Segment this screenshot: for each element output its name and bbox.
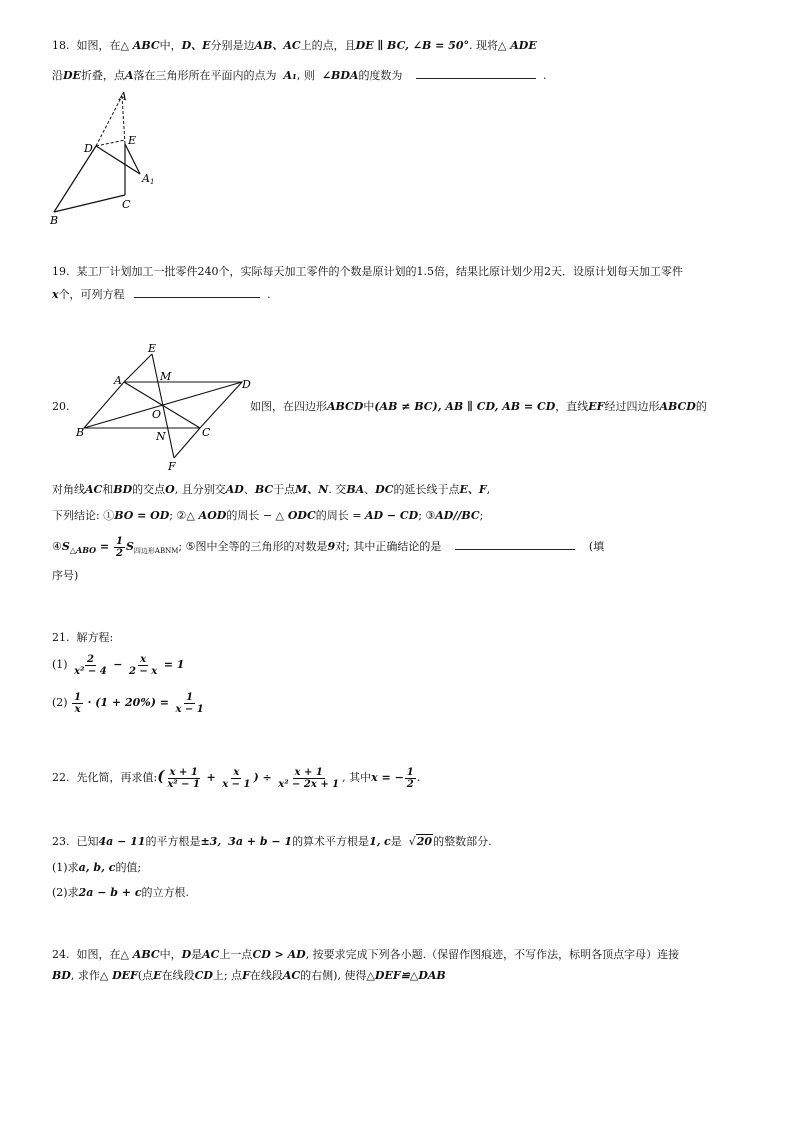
q20-text: 于点 [273, 483, 296, 496]
q22-text: , 其中 [342, 771, 372, 784]
q24-math: CD > AD [252, 948, 306, 961]
q18-text: 上的点，且 [300, 39, 356, 52]
q18-text: 落在三角形所在平面内的点为 [133, 69, 277, 82]
q22-fraction: $\frac{1}{2}$ [406, 766, 414, 790]
q18-period: . [542, 69, 547, 82]
q24-text: , 求作 [70, 969, 100, 982]
seg-bd [54, 146, 96, 212]
q20-text: 对; 其中正确结论的是 [335, 540, 442, 553]
q20-math: ABCD [327, 400, 364, 413]
q23-math: ±3, [200, 835, 222, 848]
q23-math: 20 [416, 835, 433, 848]
q24-text: 是 [191, 948, 203, 961]
q22-math: + [206, 771, 216, 784]
seg-ae-dashed [122, 96, 125, 144]
label-n: N [156, 430, 166, 443]
q24-text: 如图，在 [76, 948, 121, 961]
q18-text: 折叠，点 [80, 69, 125, 82]
q24-text: 在线段 [161, 969, 195, 982]
q24-math: △ DEF [99, 969, 138, 982]
q20-figure [70, 336, 260, 476]
q20-text: , [486, 483, 491, 496]
q20-math: BO = OD [114, 509, 170, 522]
label-o: O [152, 408, 162, 421]
q20-math: 四边形ABNM [133, 547, 179, 556]
q24-text: (点 [137, 969, 154, 982]
q20-math: △ABO [69, 545, 97, 556]
label-a1: A1 [142, 172, 155, 186]
q18-math: △ ADE [497, 39, 537, 52]
q23-text: (2)求 [52, 886, 79, 899]
q20-text: ，直线 [555, 400, 589, 413]
q22-number: 22. [52, 771, 70, 784]
label-m: M [160, 370, 172, 383]
label-c: C [202, 426, 211, 439]
q24-math: F [242, 969, 250, 982]
q24-text: 在线段 [249, 969, 283, 982]
q24-math: △ ABC [120, 948, 160, 961]
q20-text: . 交 [328, 483, 347, 496]
q24-text: 上一点 [219, 948, 253, 961]
q23-math: 2a − b + c [78, 886, 142, 899]
q20-line5 [52, 568, 78, 584]
q20-math: S [61, 540, 70, 553]
q18-text: 如图，在 [76, 39, 121, 52]
q20-text: 经过四边形 [604, 400, 660, 413]
q20-text: (填 [588, 540, 605, 553]
q18-line1 [52, 38, 537, 54]
q20-math: EF [588, 400, 605, 413]
q20-math: BD [113, 483, 133, 496]
label-c: C [122, 198, 131, 211]
q20-line3 [52, 508, 483, 524]
q20-math: ABCD [659, 400, 696, 413]
q20-text: 的交点 [132, 483, 166, 496]
q23-text: 的立方根. [141, 886, 190, 899]
q20-text: ; [479, 509, 484, 522]
q20-math: BA [346, 483, 365, 496]
q20-math: AC [85, 483, 103, 496]
q19-number: 19. [52, 265, 70, 278]
q20-text: 如图，在四边形 [250, 400, 327, 413]
q20-text: 、 [364, 483, 376, 496]
q22-fraction: $\frac{x + 1}{\text{x² − 1}}$ [167, 766, 200, 790]
q24-line2 [52, 968, 446, 984]
q20-text: 的 [695, 400, 707, 413]
label-d: D [84, 142, 93, 155]
q23-math: c [384, 835, 391, 848]
q20-math: O [165, 483, 175, 496]
q20-math: △ AOD [186, 509, 227, 522]
q23-line1: 23. 已知4a − 11的平方根是±3, 3a + b − 1的算术平方根是1, c是 √20的整数部分. [52, 835, 492, 848]
q23-part2 [52, 885, 189, 901]
q21-fraction: $\frac{1}{x}$ [74, 691, 82, 715]
seg-bc [54, 195, 125, 212]
q20-math: AD − CD [364, 509, 419, 522]
q21-fraction: $\frac{2}{\text{x² − 4}}$ [74, 653, 107, 677]
q18-math: AB、AC [254, 39, 301, 52]
q22-math: ( [157, 767, 165, 785]
q22-line [52, 762, 420, 792]
q20-math: M、N [295, 483, 329, 496]
q18-number: 18. [52, 39, 70, 52]
label-e: E [148, 342, 157, 355]
q18-text: . 现将 [468, 39, 498, 52]
q23-math: a, b, c [78, 861, 116, 874]
q21-fraction: $\frac{1}{x - 1}$ [175, 691, 204, 715]
q23-math: 4a − 11 [98, 835, 146, 848]
q19-math: x [52, 288, 59, 301]
q20-number-line [52, 399, 70, 415]
q20-text: 和 [102, 483, 114, 496]
q18-line2 [52, 66, 546, 84]
label-b: B [50, 214, 59, 227]
q20-text: ; ⑤图中全等的三角形的对数是 [178, 540, 328, 553]
q24-text: 的右侧), 使得 [300, 969, 367, 982]
q19-answer-blank[interactable] [134, 285, 260, 298]
q19-line1 [52, 264, 683, 280]
q22-math: x = − [371, 771, 404, 784]
q21-part1 [52, 652, 184, 678]
diagonal-ac [124, 382, 200, 428]
q18-math: A₁ [283, 69, 297, 82]
q20-math: △ ODC [275, 509, 316, 522]
label-b: B [76, 426, 85, 439]
q24-number: 24. [52, 948, 70, 961]
q20-line1 [250, 399, 707, 415]
label-d: D [242, 378, 251, 391]
q24-math: CD [194, 969, 213, 982]
q21-math: − [113, 658, 123, 671]
q23-text: 的值; [115, 861, 142, 874]
q21-math: = 1 [163, 658, 185, 671]
q20-math: E、F [459, 483, 487, 496]
q22-text: 先化简，再求值: [76, 771, 158, 784]
q21-part-label: (2) [52, 696, 68, 709]
q21-part2 [52, 690, 207, 716]
q20-text: 下列结论: ① [52, 509, 115, 522]
q20-number: 20. [52, 400, 70, 413]
q18-text: 分别是边 [210, 39, 255, 52]
q23-number: 23. [52, 835, 70, 848]
q19-period: . [267, 288, 271, 301]
q18-math: D、E [181, 39, 211, 52]
q22-math: ) ÷ [253, 771, 272, 784]
q20-answer-blank[interactable] [455, 537, 575, 550]
q23-text: 已知 [76, 835, 99, 848]
q20-text: , 且分别交 [174, 483, 226, 496]
q23-text: 的整数部分. [433, 835, 492, 848]
q21-line1 [52, 630, 113, 646]
q24-text: 中， [159, 948, 182, 961]
q23-text: 的算术平方根是 [292, 835, 370, 848]
q18-math: △ ABC [120, 39, 160, 52]
q21-number: 21. [52, 631, 70, 644]
q22-period: . [416, 771, 421, 784]
seg-de-dashed [96, 140, 125, 146]
label-a: A [119, 90, 127, 103]
q20-math: 9 [327, 540, 336, 553]
q24-math: AC [282, 969, 301, 982]
q20-math: S [125, 540, 134, 553]
q20-text: 的周长 − [226, 509, 276, 522]
q18-text: 中， [159, 39, 182, 52]
q20-math: AD [225, 483, 244, 496]
ext-dc [174, 428, 200, 458]
q18-math: DE ∥ BC, ∠B = 50° [355, 39, 469, 52]
q20-text: 中 [363, 400, 375, 413]
q20-math: BC [254, 483, 274, 496]
q20-math: AD//BC [435, 509, 480, 522]
q23-text: 的平方根是 [145, 835, 201, 848]
q24-math: AC [202, 948, 220, 961]
ext-ba [124, 354, 152, 382]
seg-da-dashed [96, 96, 122, 146]
q19-text: 某工厂计划加工一批零件240个，实际每天加工零件的个数是原计划的1.5倍，结果比原计划少用2天．设原计划每天加工零件 [76, 265, 683, 278]
q20-math: = [96, 540, 113, 553]
q24-text: , 按要求完成下列各小题.（保留作图痕迹，不写作法，标明各顶点字母）连接 [305, 948, 680, 961]
q23-part1 [52, 860, 141, 876]
q23-text: 是 [390, 835, 402, 848]
q20-line2 [52, 482, 490, 498]
q21-math: · (1 + 20%) = [87, 696, 169, 709]
q20-fraction: $\frac{1}{2}$ [115, 535, 123, 559]
q24-math: E [153, 969, 162, 982]
q20-math: (AB ≠ BC), AB ∥ CD, AB = CD [374, 400, 556, 413]
q19-text: 个，可列方程 [58, 288, 125, 301]
q21-part-label: (1) [52, 658, 68, 671]
q24-math: BD [52, 969, 71, 982]
label-e: E [128, 134, 137, 147]
q22-fraction: $\frac{x}{x - 1}$ [222, 766, 251, 790]
q24-text: 上; 点 [212, 969, 243, 982]
q22-fraction: $\frac{x + 1}{\text{x² − 2x + 1}}$ [278, 766, 340, 790]
q23-math: 1, [369, 835, 381, 848]
q23-text: (1)求 [52, 861, 79, 874]
q24-math: △DEF≌△DAB [366, 969, 446, 982]
q20-text: 的周长 = [315, 509, 365, 522]
q18-answer-blank[interactable] [416, 66, 536, 79]
q20-text: 序号) [52, 569, 79, 582]
q18-figure [48, 88, 158, 228]
q24-math: D [181, 948, 192, 961]
q19-line2 [52, 285, 271, 303]
q23-math: 3a + b − 1 [228, 835, 293, 848]
q18-text: 沿 [52, 69, 63, 82]
q24-line1 [52, 947, 679, 963]
label-f: F [168, 460, 176, 473]
q18-math: ∠BDA [321, 69, 359, 82]
q20-math: DC [375, 483, 394, 496]
q18-math: DE [63, 69, 81, 82]
q20-text: ; ② [169, 509, 187, 522]
q20-text: 对角线 [52, 483, 85, 496]
q20-text: 的延长线于点 [393, 483, 460, 496]
q20-text: ④ [52, 540, 62, 553]
q20-text: 、 [243, 483, 255, 496]
q20-text: ; ③ [418, 509, 436, 522]
q21-fraction: $\frac{x}{2 - x}$ [128, 653, 158, 677]
q18-text: , 则 [296, 69, 315, 82]
q20-line4 [52, 535, 604, 563]
q18-text: 的度数为 [358, 69, 403, 82]
q18-math: A [124, 69, 134, 82]
label-a: A [114, 374, 122, 387]
q21-title: 解方程: [76, 631, 114, 644]
